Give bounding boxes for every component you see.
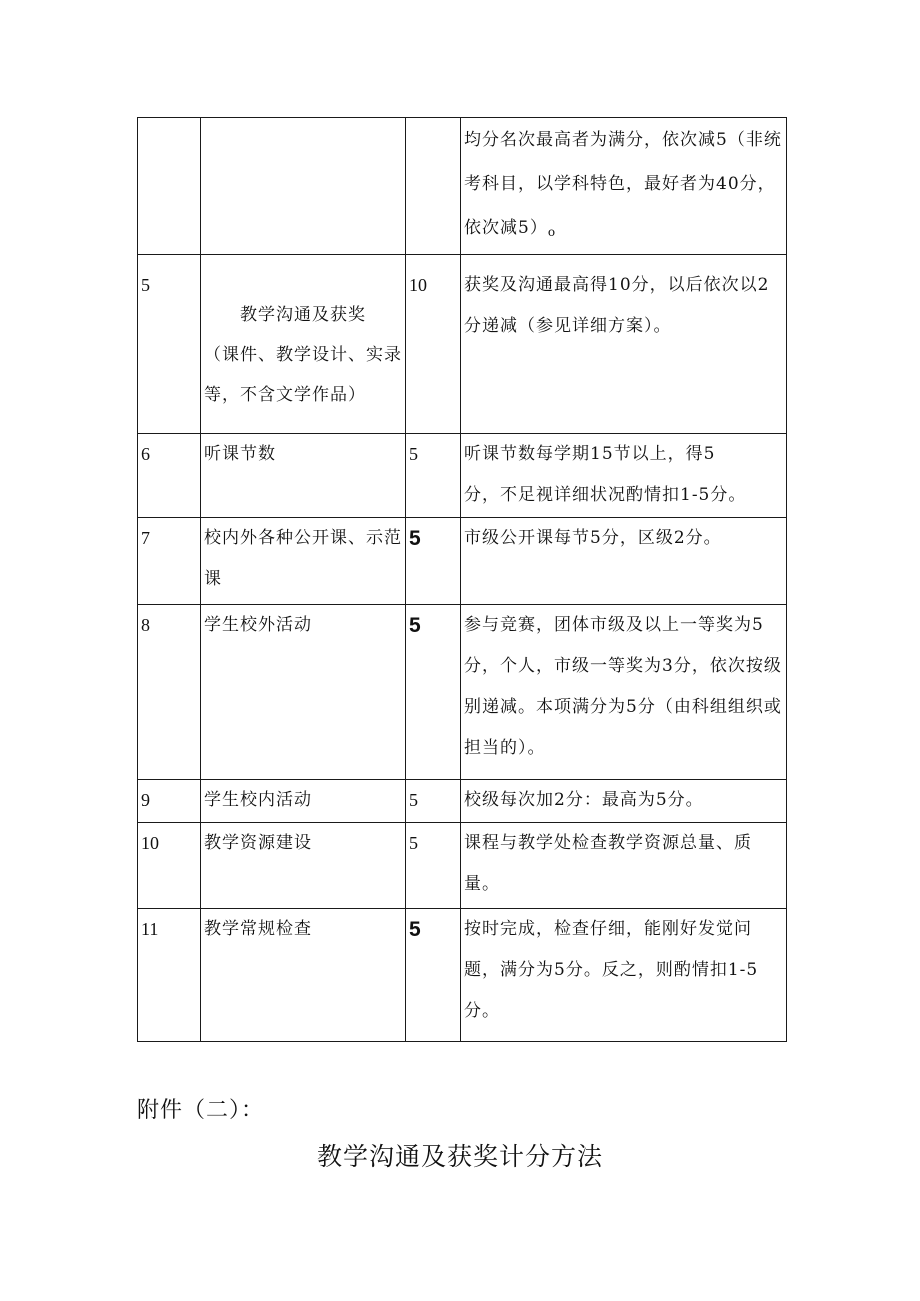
row-number-cell <box>138 118 201 255</box>
description-cell: 听课节数每学期15节以上，得5 分，不足视详细状况酌情扣1-5分。 <box>461 434 787 518</box>
table-row <box>138 118 787 255</box>
row-number-cell: 10 <box>138 823 201 909</box>
row-number-cell: 7 <box>138 518 201 605</box>
description-text: 均分名次最高者为满分，依次减5（非统考科目，以学科特色，最好者为40分，依次减5） <box>464 130 782 238</box>
item-title: 教学沟通及获奖 <box>240 305 366 325</box>
item-cell: 教学常规检查 <box>201 909 406 1042</box>
table-row <box>138 255 787 434</box>
annex-title: 教学沟通及获奖计分方法 <box>316 1142 603 1171</box>
item-cell: 校内外各种公开课、示范课 <box>201 518 406 605</box>
description-suffix: o <box>547 225 557 239</box>
score-cell: 5 <box>406 605 461 780</box>
table-row <box>138 780 787 823</box>
item-cell <box>201 255 406 434</box>
row-number-cell: 8 <box>138 605 201 780</box>
description-cell: 获奖及沟通最高得10分，以后依次以2分递减（参见详细方案）。 <box>461 255 787 434</box>
item-cell: 听课节数 <box>201 434 406 518</box>
row-number-cell: 11 <box>138 909 201 1042</box>
description-cell <box>461 118 787 255</box>
score-cell: 5 <box>406 434 461 518</box>
annex-label: 附件（二）： <box>137 1098 265 1123</box>
row-number-cell: 5 <box>138 255 201 434</box>
table-row <box>138 823 787 909</box>
description-cell: 课程与教学处检查教学资源总量、质量。 <box>461 823 787 909</box>
description-cell: 校级每次加2分：最高为5分。 <box>461 780 787 823</box>
score-cell: 5 <box>406 518 461 605</box>
score-cell <box>406 118 461 255</box>
scoring-table <box>137 117 787 1042</box>
score-cell: 5 <box>406 909 461 1042</box>
item-detail: （课件、教学设计、实录等，不含文学作品） <box>204 345 402 405</box>
item-cell: 学生校内活动 <box>201 780 406 823</box>
row-number-cell: 9 <box>138 780 201 823</box>
table-row <box>138 909 787 1042</box>
item-cell <box>201 118 406 255</box>
score-cell: 10 <box>406 255 461 434</box>
item-cell: 教学资源建设 <box>201 823 406 909</box>
description-cell: 参与竞赛，团体市级及以上一等奖为5分，个人，市级一等奖为3分，依次按级别递减。本项满分为5分（由科组组织或担当的）。 <box>461 605 787 780</box>
score-cell: 5 <box>406 780 461 823</box>
table-row <box>138 605 787 780</box>
table-row <box>138 434 787 518</box>
description-cell: 按时完成，检查仔细，能刚好发觉问题，满分为5分。反之，则酌情扣1-5分。 <box>461 909 787 1042</box>
description-cell: 市级公开课每节5分，区级2分。 <box>461 518 787 605</box>
table-row <box>138 518 787 605</box>
row-number-cell: 6 <box>138 434 201 518</box>
item-cell: 学生校外活动 <box>201 605 406 780</box>
score-cell: 5 <box>406 823 461 909</box>
